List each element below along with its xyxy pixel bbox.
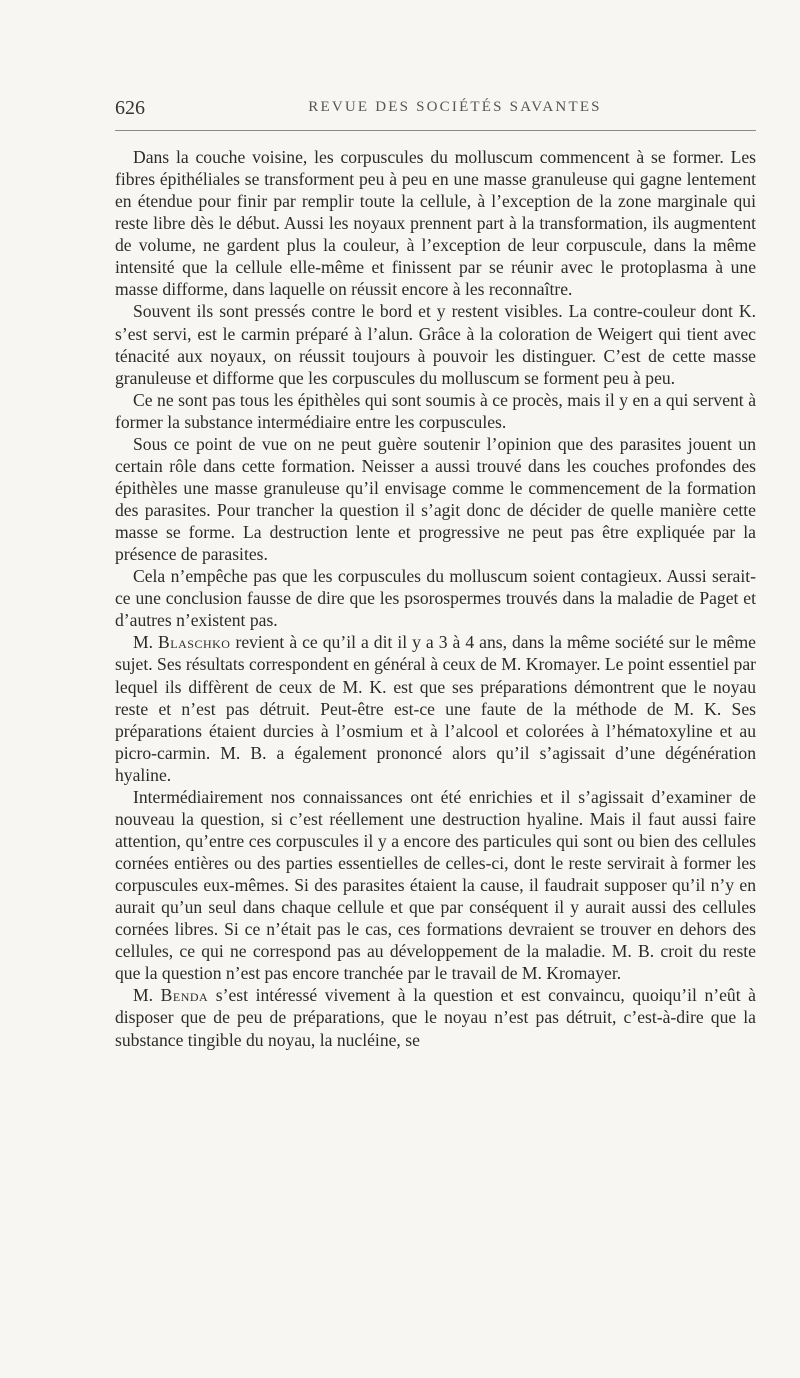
paragraph [115, 389, 756, 433]
page-number: 626 [115, 97, 145, 119]
speaker-name: Benda [160, 985, 209, 1006]
body-text [115, 146, 756, 1051]
paragraph-text: s’est intéressé vivement à la question et est convaincu, quoiqu’il n’eût à disposer que de peu de préparations, que le noyau n’est pas détruit, c’est-à-dire que la substance tingible du noyau, la nucléine, se [115, 985, 756, 1050]
paragraph [115, 146, 756, 300]
paragraph [115, 433, 756, 565]
paragraph-text: Cela n’empêche pas que les corpuscules du molluscum soient contagieux. Aussi serait-ce une conclusion fausse de dire que les psorospermes trouvés dans la maladie de Paget et d’autres n’existent pas. [115, 566, 756, 631]
paragraph-text: Dans la couche voisine, les corpuscules du molluscum commencent à se former. Les fibres épithéliales se transforment peu à peu en une masse granuleuse qui gagne lentement en étendue pour finir par remplir toute la cellule, à l’exception de la zone marginale qui reste libre dès le début. Aussi les noyaux prennent part à la transformation, ils augmentent de volume, ne gardent plus la couleur, à l’exception de leur corpuscule, dans la même intensité que la cellule elle-même et finissent par se réunir avec le protoplasma à une masse difforme, dans laquelle on réussit encore à les reconnaître. [115, 147, 756, 300]
paragraph-lead: M. [133, 985, 161, 1006]
paragraph [115, 786, 756, 985]
paragraph-lead: M. [133, 632, 159, 653]
speaker-name: Blaschko [158, 632, 231, 653]
page-header [115, 97, 755, 121]
paragraph-text: Souvent ils sont pressés contre le bord et y restent visibles. La contre-couleur dont K. s’est servi, est le carmin préparé à l’alun. Grâce à la coloration de Weigert qui tient avec ténacité aux noyaux, on réussit toujours à pouvoir les distinguer. C’est de cette masse granuleuse et difforme que les corpuscules du molluscum se forment peu à peu. [115, 301, 756, 388]
running-title: REVUE DES SOCIÉTÉS SAVANTES [308, 99, 602, 115]
paragraph [115, 565, 756, 631]
paragraph-text: revient à ce qu’il a dit il y a 3 à 4 ans, dans la même société sur le même sujet. Ses résultats correspondent en général à ceux de M. Kromayer. Le point essentiel par lequel ils diffèrent de ceux de M. K. est que ses préparations démontrent que le noyau reste et n’est pas détruit. Peut-être est-ce une faute de la méthode de M. K. Ses préparations étaient durcies à l’osmium et à l’alcool et colorées à l’hématoxyline et au picro-carmin. M. B. a également prononcé alors qu’il s’agissait d’une dégénération hyaline. [115, 632, 756, 785]
paragraph-text: Ce ne sont pas tous les épithèles qui sont soumis à ce procès, mais il y en a qui servent à former la substance intermédiaire entre les corpuscules. [115, 389, 756, 432]
paragraph-text: Intermédiairement nos connaissances ont été enrichies et il s’agissait d’examiner de nouveau la question, si c’est réellement une destruction hyaline. Mais il faut aussi faire attention, qu’entre ces corpuscules il y a encore des particules qui sont ou bien des cellules cornées entières ou des parties essentielles de celles-ci, dont le reste servirait à former les corpuscules eux-mêmes. Si des parasites étaient la cause, il faudrait supposer qu’il n’y en aurait qu’un seul dans chaque cellule et que par conséquent il y aurait aussi des cellules cornées libres. Si ce n’était pas le cas, ces formations devraient se trouver en dehors des cellules, ce qui ne correspond pas au développement de la maladie. M. B. croit du reste que la question n’est pas encore tranchée par le travail de M. Kromayer. [115, 786, 756, 984]
header-rule [115, 130, 756, 131]
paragraph [115, 984, 756, 1050]
paragraph [115, 300, 756, 388]
paragraph-text: Sous ce point de vue on ne peut guère soutenir l’opinion que des parasites jouent un certain rôle dans cette formation. Neisser a aussi trouvé dans les couches profondes des épithèles une masse granuleuse qu’il envisage comme le commencement de la formation des parasites. Pour trancher la question il s’agit donc de décider de quelle manière cette masse se forme. La destruction lente et progressive ne peut pas être expliquée par la présence de parasites. [115, 433, 756, 565]
paragraph [115, 631, 756, 785]
